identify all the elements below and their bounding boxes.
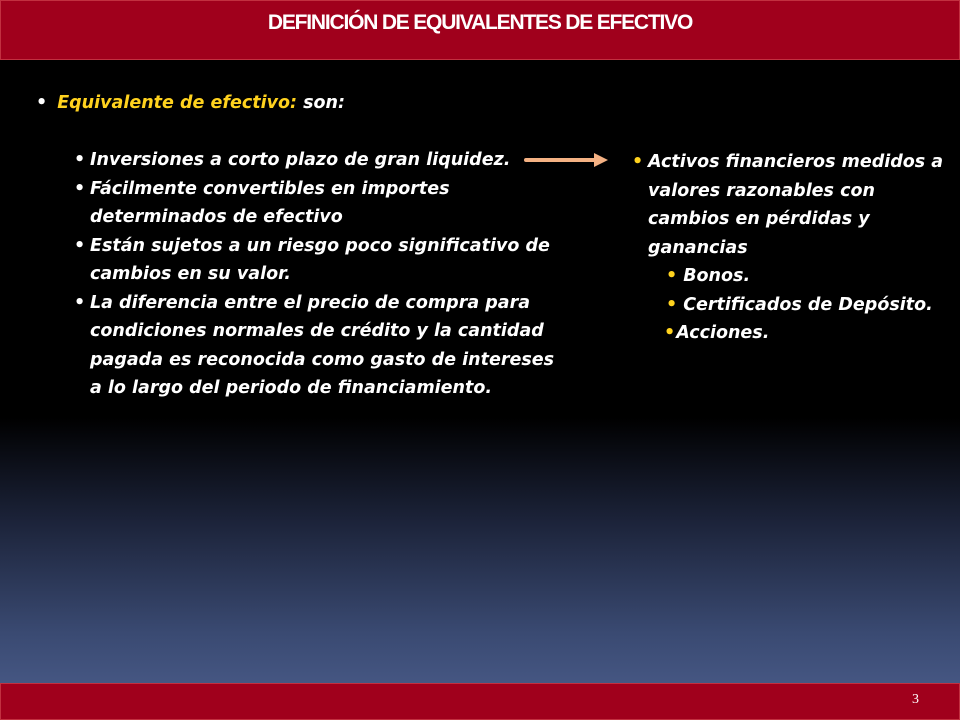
title-bar (0, 0, 960, 60)
heading-term: Equivalente de efectivo: (57, 93, 298, 113)
definition-list (74, 146, 564, 403)
bullet-dot-icon: • (74, 235, 86, 256)
asset-types-list (632, 262, 952, 348)
slide-title: DEFINICIÓN DE EQUIVALENTES DE EFECTIVO (267, 11, 693, 34)
bullet-dot-icon: • (74, 178, 86, 199)
list-item (74, 289, 564, 403)
list-item (74, 146, 564, 175)
list-item (74, 232, 564, 289)
related-block (632, 148, 952, 348)
financial-assets-text: Activos financieros medidos a valores razonables con cambios en pérdidas y ganancias (648, 152, 944, 258)
list-item-text: Están sujetos a un riesgo poco significativo de cambios en su valor. (90, 235, 550, 284)
list-item (632, 262, 952, 291)
list-item-text: Certificados de Depósito. (683, 294, 933, 315)
bullet-dot-icon: • (74, 292, 86, 313)
list-item-text: Bonos. (683, 266, 751, 286)
right-arrow-icon (524, 150, 610, 170)
list-item-text: Fácilmente convertibles en importes determinados de efectivo (90, 178, 450, 227)
bullet-dot-icon: • (632, 152, 644, 172)
bullet-dot-icon: • (664, 323, 676, 343)
list-item-text: La diferencia entre el precio de compra para condiciones normales de crédito y la cantidad pagada es reconocida como gasto de intereses a lo largo del periodo de financiamiento. (90, 292, 555, 398)
bullet-dot-icon: • (36, 93, 48, 113)
footer-bar (0, 683, 960, 720)
bullet-dot-icon: • (666, 294, 678, 315)
bullet-dot-icon: • (74, 150, 86, 170)
list-item-text: Inversiones a corto plazo de gran liquidez. (90, 150, 511, 170)
list-item (74, 175, 564, 232)
page-number: 3 (912, 692, 919, 707)
list-item (632, 291, 952, 320)
heading-rest: son: (297, 93, 346, 113)
list-item (632, 319, 952, 348)
heading (36, 93, 345, 113)
bullet-dot-icon: • (666, 266, 678, 286)
financial-assets-item (632, 148, 952, 262)
list-item-text: Acciones. (676, 323, 770, 343)
